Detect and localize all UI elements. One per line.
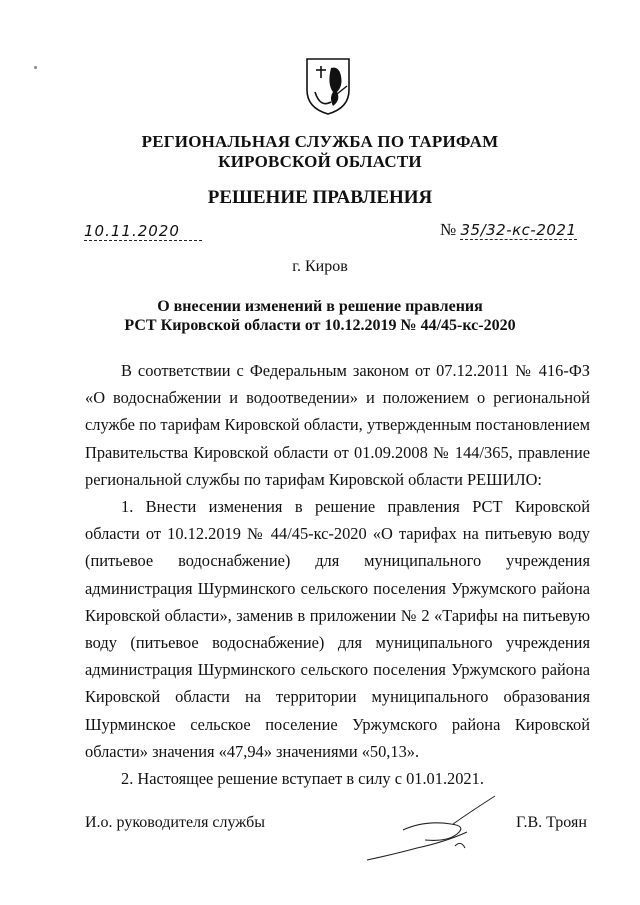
document-type-title: РЕШЕНИЕ ПРАВЛЕНИЯ xyxy=(207,187,433,208)
document-date: 10.11.2020 xyxy=(84,222,202,241)
organization-name-line2: КИРОВСКОЙ ОБЛАСТИ xyxy=(218,152,422,171)
document-body xyxy=(85,357,590,792)
scan-speck xyxy=(34,66,37,69)
body-paragraph-item-2: 2. Настоящее решение вступает в силу с 01.01.2021. xyxy=(121,769,484,789)
subject-line2: РСТ Кировской области от 10.12.2019 № 44/45-кс-2020 xyxy=(124,317,516,334)
number-sign: № xyxy=(440,220,457,239)
signatory-name: Г.В. Троян xyxy=(516,814,587,831)
document-number: 35/32-кс-2021 xyxy=(460,221,577,239)
document-number-block xyxy=(440,220,588,240)
document-subject xyxy=(0,297,640,335)
handwritten-signature xyxy=(355,790,505,865)
body-paragraph-preamble: В соответствии с Федеральным законом от 07.12.2011 № 416-ФЗ «О водоснабжении и водоотведении» и положением о региональной службе по тарифам Кировской области, утвержденным постановлением Правительства Кировской области от 01.09.2008 № 144/365, правление региональной службы по тарифам Кировской области РЕШИЛО: xyxy=(85,361,590,489)
organization-name-line1: РЕГИОНАЛЬНАЯ СЛУЖБА ПО ТАРИФАМ xyxy=(141,132,499,151)
body-paragraph-item-1: 1. Внести изменения в решение правления РСТ Кировской области от 10.12.2019 № 44/45-кс-2020 «О тарифах на питьевую воду (питьевое водоснабжение) для муниципального учреждения администрация Шурминского сельского поселения Уржумского района Кировской области», заменив в приложении № 2 «Тарифы на питьевую воду (питьевое водоснабжение) для муниципального учреждения администрация Шурминского сельского поселения Уржумского района Кировской области на территории муниципального образования Шурминское сельское поселение Уржумского района Кировской области» значения «47,94» значениями «50,13». xyxy=(85,497,590,761)
coat-of-arms-icon xyxy=(303,56,353,116)
signatory-role: И.о. руководителя службы xyxy=(85,814,266,831)
subject-line1: О внесении изменений в решение правления xyxy=(157,298,483,315)
city-label: г. Киров xyxy=(292,258,348,275)
